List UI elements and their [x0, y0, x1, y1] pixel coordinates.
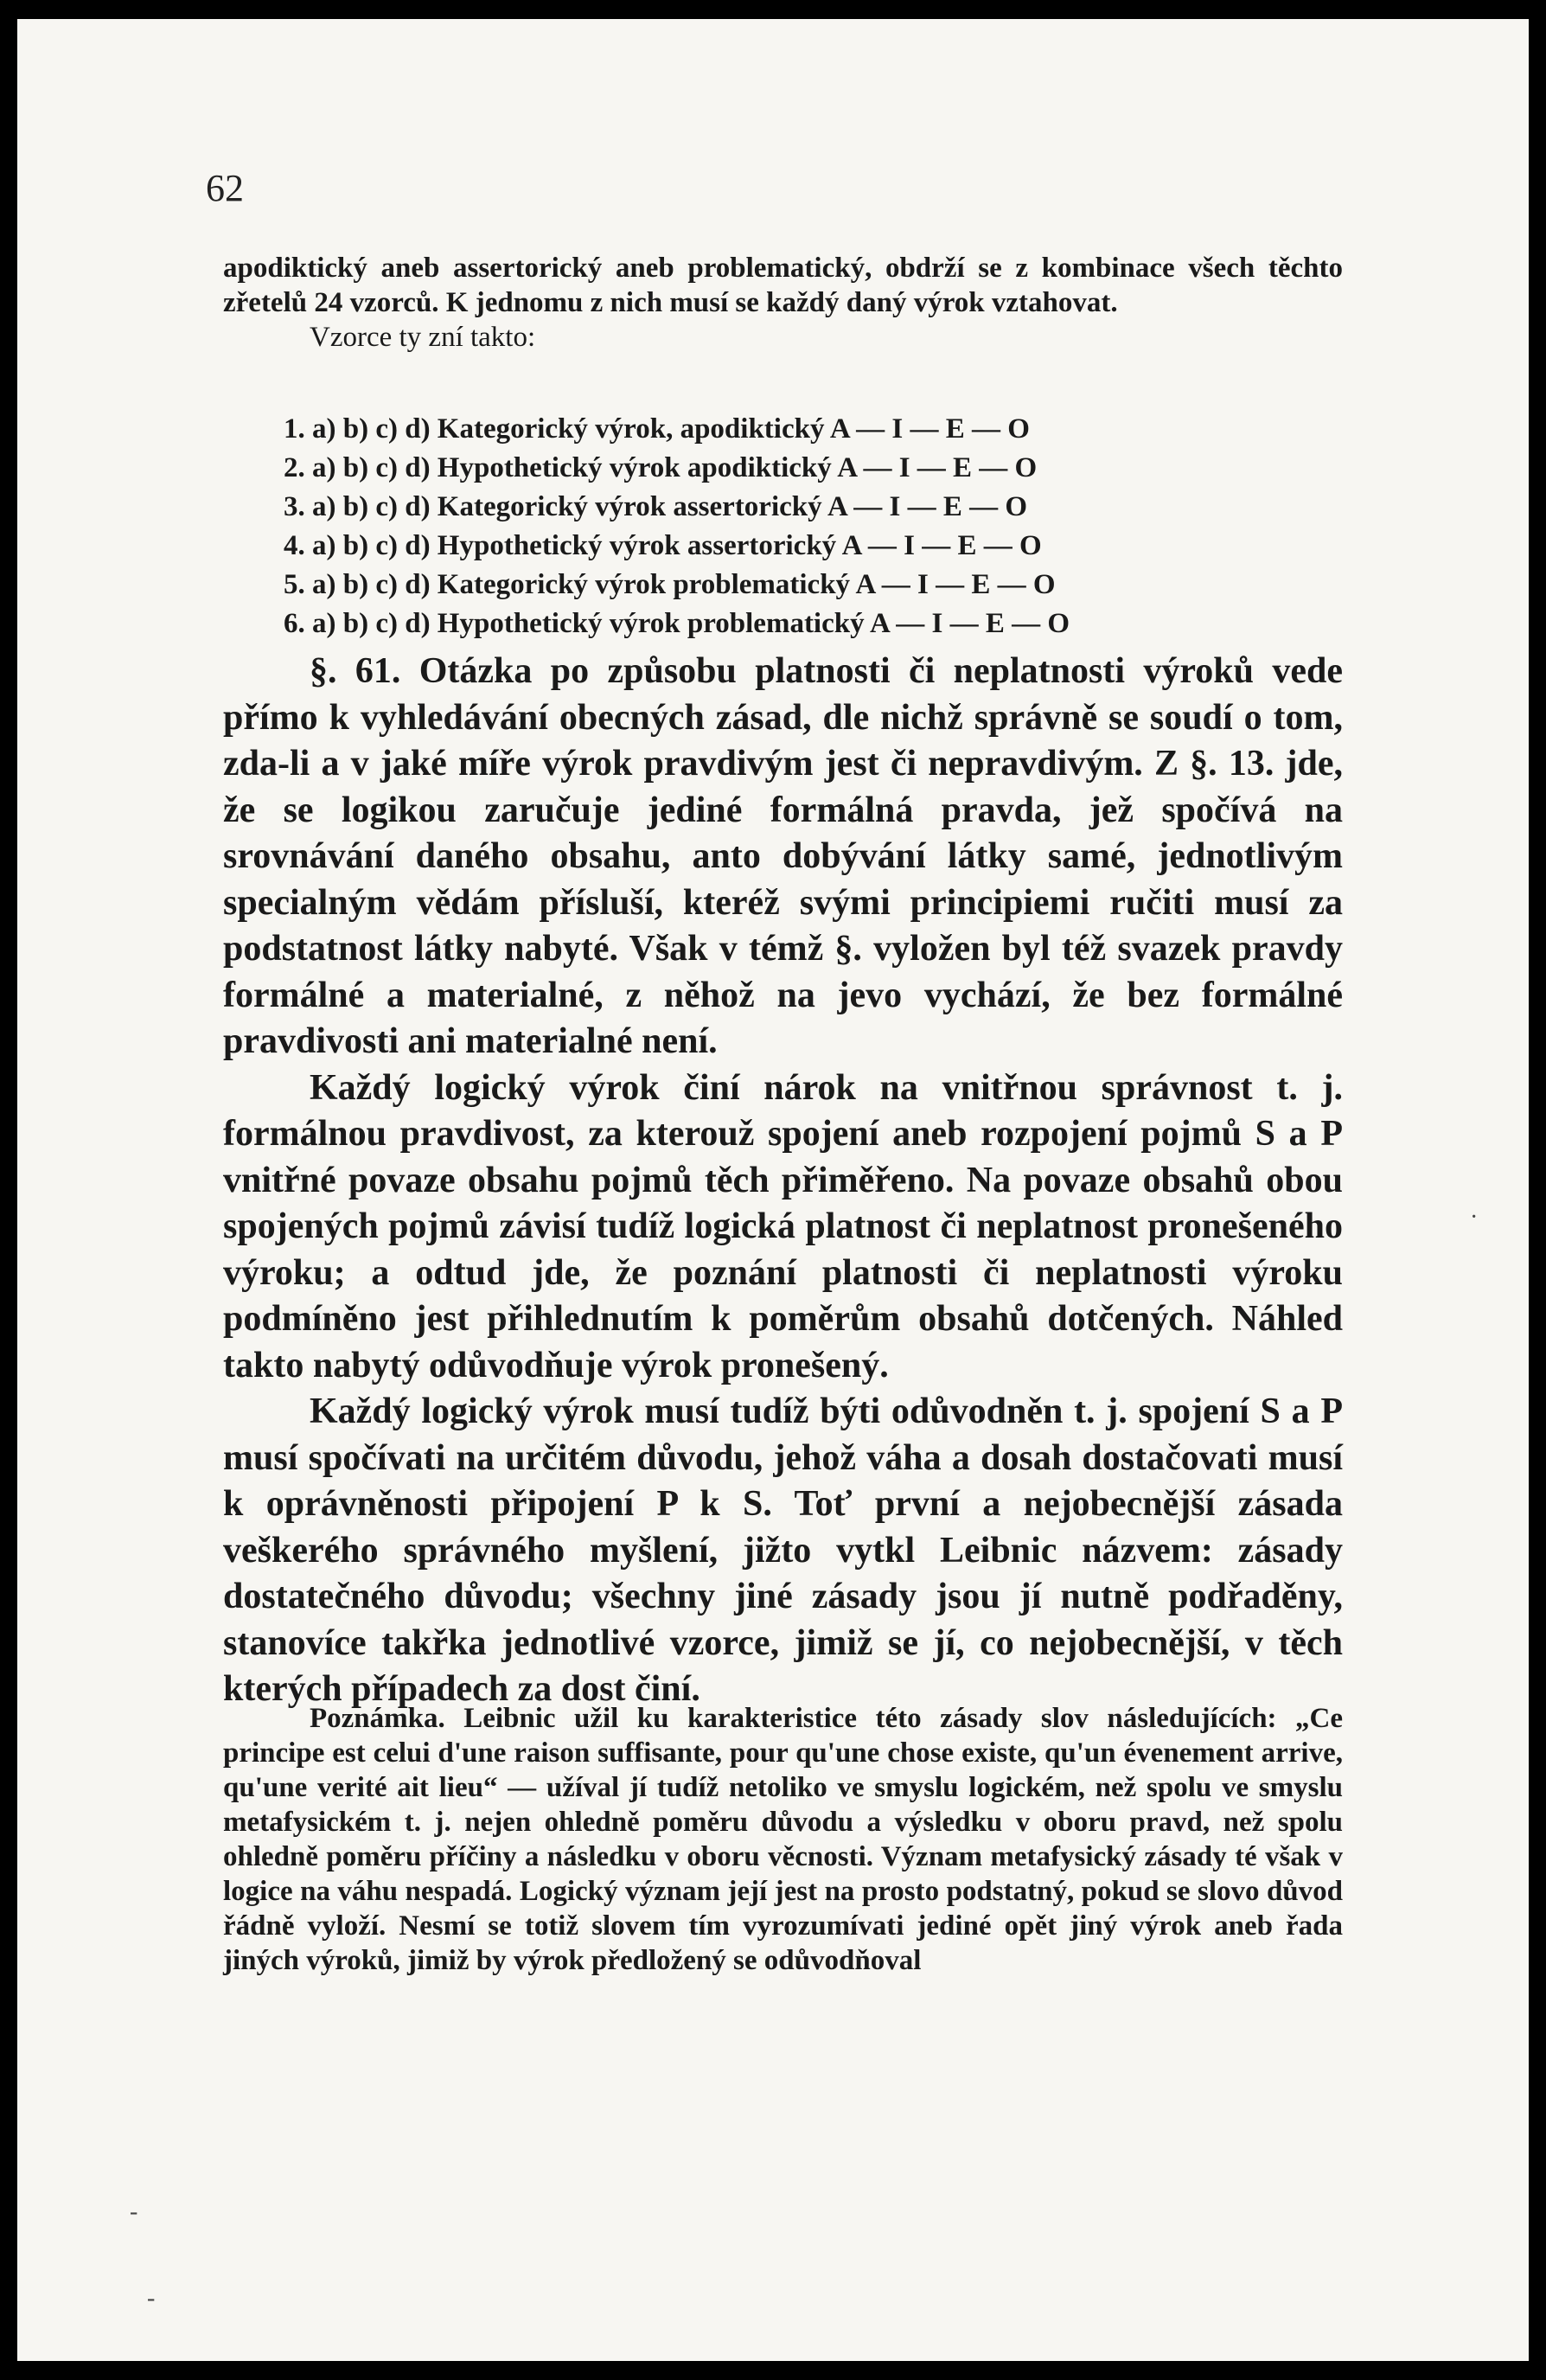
formulas-lead: Vzorce ty zní takto: [310, 322, 536, 353]
formula-row-4: 4. a) b) c) d) Hypothetický výrok assertorický A — I — E — O [284, 530, 1042, 561]
intro-section [223, 251, 1343, 355]
scan-speck: - [147, 2285, 156, 2312]
formula-row-2: 2. a) b) c) d) Hypothetický výrok apodiktický A — I — E — O [284, 452, 1038, 483]
formula-row-1: 1. a) b) c) d) Kategorický výrok, apodiktický A — I — E — O [284, 413, 1030, 445]
formula-row-3: 3. a) b) c) d) Kategorický výrok assertorický A — I — E — O [284, 491, 1028, 522]
intro-paragraph: apodiktický aneb assertorický aneb problematický, obdrží se z kombinace všech těchto zřetelů 24 vzorců. K jednomu z nich musí se každý daný výrok vztahovat. [223, 253, 1343, 318]
footnote-poznamka [223, 1701, 1343, 1978]
main-text [223, 649, 1343, 1713]
paragraph-zasada-duvodu: Každý logický výrok musí tudíž býti odůvodněn t. j. spojení S a P musí spočívati na určitém důvodu, jehož váha a dosah dostačovati musí k oprávněnosti připojení P k S. Toť první a nejobecnější zásada veškerého správného myšlení, jižto vytkl Leibnic názvem: zásady dostatečného důvodu; všechny jiné zásady jsou jí nutně podřaděny, stanovíce takřka jednotlivé vzorce, jimiž se jí, co nejobecnější, v těch kterých případech za dost činí. [223, 1392, 1343, 1709]
page-number: 62 [206, 167, 244, 209]
scan-speck: - [130, 2198, 138, 2225]
formula-row-5: 5. a) b) c) d) Kategorický výrok problematický A — I — E — O [284, 569, 1056, 600]
paragraph-vnitrna-spravnost: Každý logický výrok činí nárok na vnitřnou správnost t. j. formálnou pravdivost, za kterouž spojení aneb rozpojení pojmů S a P vnitřné povaze obsahu pojmů těch přiměřeno. Na povaze obsahů obou spojených pojmů závisí tudíž logická platnost či neplatnost pronešeného výroku; a odtud jde, že poznání platnosti či neplatnosti výroku podmíněno jest přihlednutím k poměrům obsahů dotčených. Náhled takto nabytý odůvodňuje výrok pronešený. [223, 1067, 1343, 1385]
note-text: Poznámka. Leibnic užil ku karakteristice této zásady slov následujících: „Ce principe est celui d'une raison suffisante, pour qu'une chose existe, qu'un évenement arrive, qu'une verité ait lieu“ — užíval jí tudíž netoliko ve smyslu logickém, než spolu ve smyslu metafysickém t. j. nejen ohledně poměru důvodu a výsledku v oboru pravd, než spolu ohledně poměru příčiny a následku v oboru věcnosti. Význam metafysický zásady té však v logice na váhu nespadá. Logický význam její jest na prosto podstatný, pokud se slovo důvod řádně vyloží. Nesmí se totiž slovem tím vyrozumívati jediné opět jiný výrok aneb řada jiných výroků, jimiž by výrok předložený se odůvodňoval [223, 1703, 1343, 1976]
scan-speck: · [1470, 1204, 1479, 1231]
paragraph-section-61: §. 61. Otázka po způsobu platnosti či neplatnosti výroků vede přímo k vyhledávání obecných zásad, dle nichž správně se soudí o tom, zda-li a v jaké míře výrok pravdivým jest či nepravdivým. Z §. 13. jde, že se logikou zaručuje jediné formálná pravda, jež spočívá na srovnávání daného obsahu, anto dobývání látky samé, jednotlivým specialným vědám přísluší, kteréž svými principiemi ručiti musí za podstatnost látky nabyté. Však v témž §. vyložen byl též svazek pravdy formálné a materialné, z něhož na jevo vychází, že bez formálné pravdivosti ani materialné není. [223, 651, 1343, 1061]
book-page [17, 19, 1529, 2361]
formula-list [284, 410, 1321, 643]
formula-row-6: 6. a) b) c) d) Hypothetický výrok problematický A — I — E — O [284, 608, 1070, 639]
